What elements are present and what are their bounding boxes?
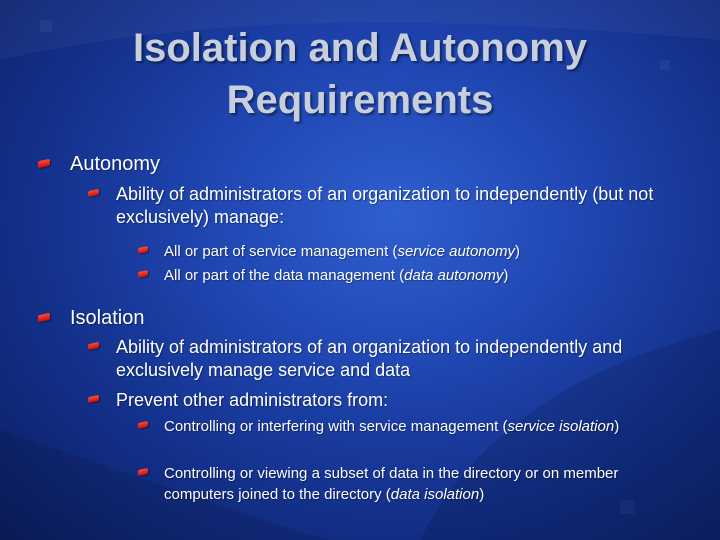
bullet-autonomy-text: Autonomy: [70, 153, 161, 175]
data-autonomy-term: data autonomy: [404, 267, 504, 284]
service-isolation-term: service isolation: [507, 418, 615, 435]
bullet-icon: [88, 395, 99, 403]
slide-title: [40, 22, 680, 126]
service-autonomy-term: service autonomy: [397, 243, 515, 260]
bullet-prevent-text: Prevent other administrators from:: [116, 390, 389, 410]
bullet-isolation-text: Isolation: [70, 307, 145, 329]
title-line-1: Isolation and Autonomy: [132, 26, 588, 70]
bullet-isolation: [38, 306, 678, 330]
bullet-prevent: [88, 389, 696, 412]
bullet-data-autonomy: [138, 265, 678, 286]
bullet-service-isolation-text: Controlling or interfering with service management (service isolation): [164, 418, 620, 435]
bullet-icon: [138, 468, 148, 476]
bullet-autonomy-ability-text: Ability of administrators of an organization to independently (but not exclusively) manage:: [116, 184, 654, 227]
bullet-icon: [38, 313, 50, 323]
bullet-icon: [138, 246, 148, 254]
bullet-autonomy: [38, 152, 678, 176]
bullet-service-autonomy: [138, 241, 678, 262]
bullet-isolation-ability-text: Ability of administrators of an organization to independently and exclusively manage service and data: [116, 337, 623, 380]
bullet-icon: [88, 189, 99, 197]
bullet-icon: [38, 159, 50, 169]
bullet-data-isolation: [138, 463, 658, 505]
bullet-icon: [138, 421, 148, 429]
data-isolation-term: data isolation: [390, 486, 480, 503]
bullet-data-autonomy-text: All or part of the data management (data autonomy): [164, 267, 509, 284]
title-line-2: Requirements: [226, 78, 494, 122]
bullet-autonomy-ability: [88, 183, 688, 229]
bullet-isolation-ability: [88, 336, 696, 382]
bullet-icon: [138, 270, 148, 278]
bullet-service-autonomy-text: All or part of service management (service autonomy): [164, 243, 520, 260]
bullet-data-isolation-text: Controlling or viewing a subset of data in the directory or on member computers joined to the directory (data isolation): [164, 465, 619, 503]
bullet-icon: [88, 342, 99, 350]
bullet-service-isolation: [138, 416, 658, 437]
